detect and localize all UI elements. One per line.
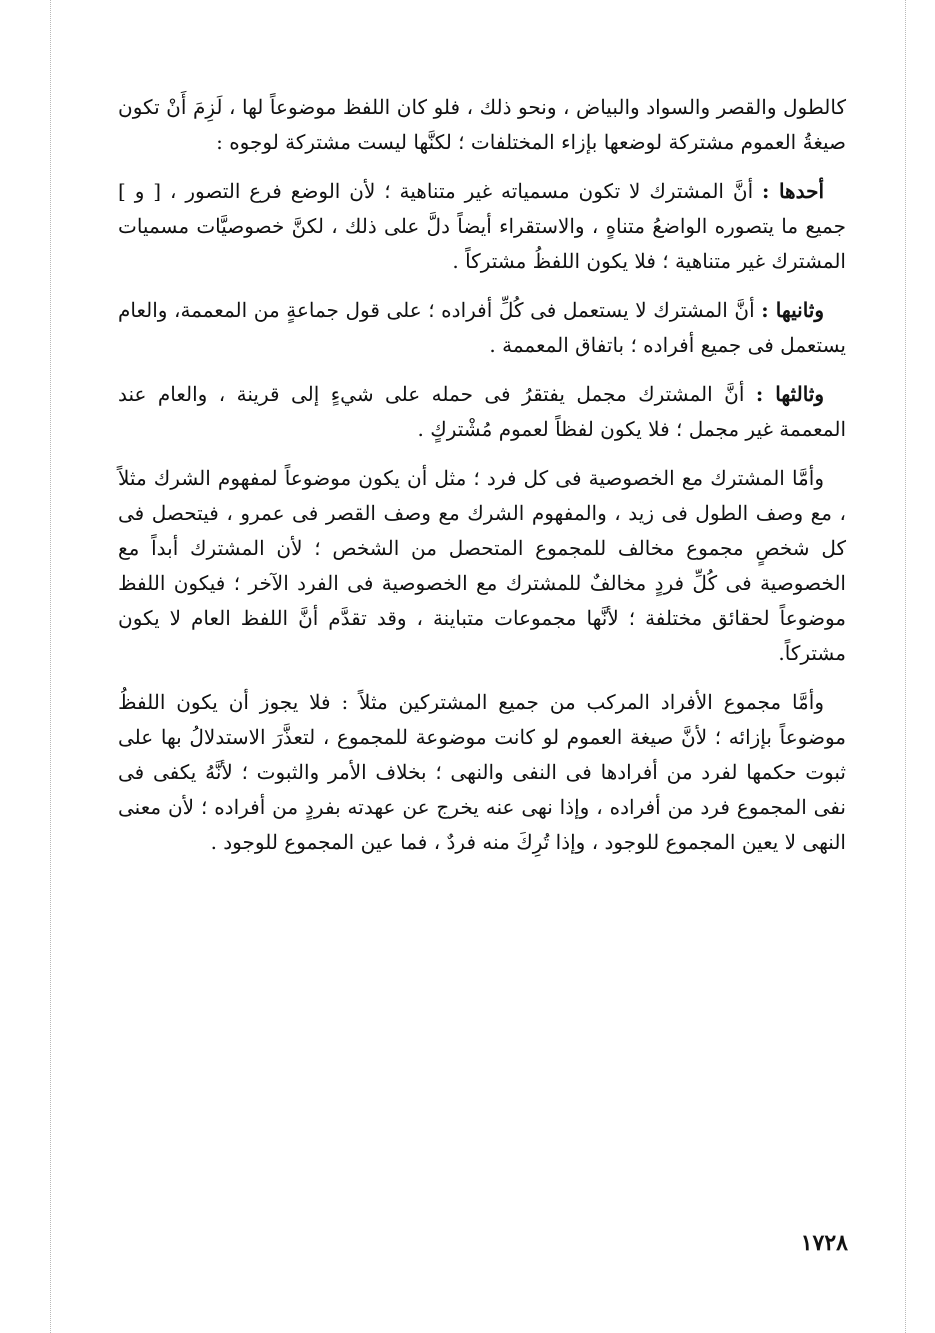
paragraph-6 xyxy=(118,685,846,860)
scan-dotted-guide-right xyxy=(905,0,906,1333)
paragraph-2-lead: أحدها : xyxy=(762,179,825,203)
document-page-body xyxy=(118,90,846,874)
paragraph-3-text: أنَّ المشترك لا يستعمل فى كُلِّ أفراده ؛ على قول جماعةٍ من المعممة، والعام يستعمل فى جميع أفراده ؛ باتفاق المعممة . xyxy=(118,298,846,357)
paragraph-1 xyxy=(118,90,846,160)
paragraph-5 xyxy=(118,461,846,671)
paragraph-6-text: وأمَّا مجموع الأفراد المركب من جميع المشتركين مثلاً : فلا يجوز أن يكون اللفظُ موضوعاً بإزائه ؛ لأنَّ صيغة العموم لو كانت موضوعة للمجموع ، لتعذَّرَ الاستدلالُ بها على ثبوت حكمها لفرد من أفرادها فى النفى والنهى ؛ بخلاف الأمر والثبوت ؛ لأنَّهُ يكفى فى نفى المجموع فرد من أفراده ، وإذا نهى عنه يخرج عن عهدته بفردٍ من أفراده ؛ لأن معنى النهى لا يعين المجموع للوجود ، وإذا تُرِكَ منه فردٌ ، فما عين المجموع للوجود . xyxy=(118,690,846,854)
paragraph-5-text: وأمَّا المشترك مع الخصوصية فى كل فرد ؛ مثل أن يكون موضوعاً لمفهوم الشرك مثلاً ، مع وصف الطول فى زيد ، والمفهوم الشرك مع وصف القصر فى عمرو ، فيتحصل فى كل شخصٍ مجموع مخالف للمجموع المتحصل من الشخص ؛ لأن المشترك أبداً مع الخصوصية فى كُلِّ فردٍ مخالفٌ للمشترك مع الخصوصية فى الفرد الآخر ؛ فيكون اللفظ موضوعاً لحقائق مختلفة ؛ لأنَّها مجموعات متباينة ، وقد تقدَّم أنَّ اللفظ العام لا يكون مشتركاً. xyxy=(118,466,846,665)
paragraph-3-lead: وثانيها : xyxy=(761,298,825,322)
paragraph-3 xyxy=(118,293,846,363)
paragraph-1-text: كالطول والقصر والسواد والبياض ، ونحو ذلك ، فلو كان اللفظ موضوعاً لها ، لَزِمَ أَنْ تكون صيغةُ العموم مشتركة لوضعها بإزاء المختلفات ؛ لكنَّها ليست مشتركة لوجوه : xyxy=(118,95,846,154)
paragraph-2 xyxy=(118,174,846,279)
page-number: ١٧٢٨ xyxy=(800,1230,848,1256)
paragraph-2-text: أنَّ المشترك لا تكون مسمياته غير متناهية ؛ لأن الوضع فرع التصور ، [ و ] جميع ما يتصوره الواضعُ متناهٍ ، والاستقراء أيضاً دلَّ على ذلك ، لكنَّ خصوصيَّات مسميات المشترك غير متناهية ؛ فلا يكون اللفظُ مشتركاً . xyxy=(118,179,846,273)
scan-dotted-guide-left xyxy=(50,0,51,1333)
paragraph-4-text: أنَّ المشترك مجمل يفتقرُ فى حمله على شيءٍ إلى قرينة ، والعام عند المعممة غير مجمل ؛ فلا يكون لفظاً لعموم مُشْتركٍ . xyxy=(118,382,846,441)
paragraph-4-lead: وثالثها : xyxy=(755,382,825,406)
paragraph-4 xyxy=(118,377,846,447)
